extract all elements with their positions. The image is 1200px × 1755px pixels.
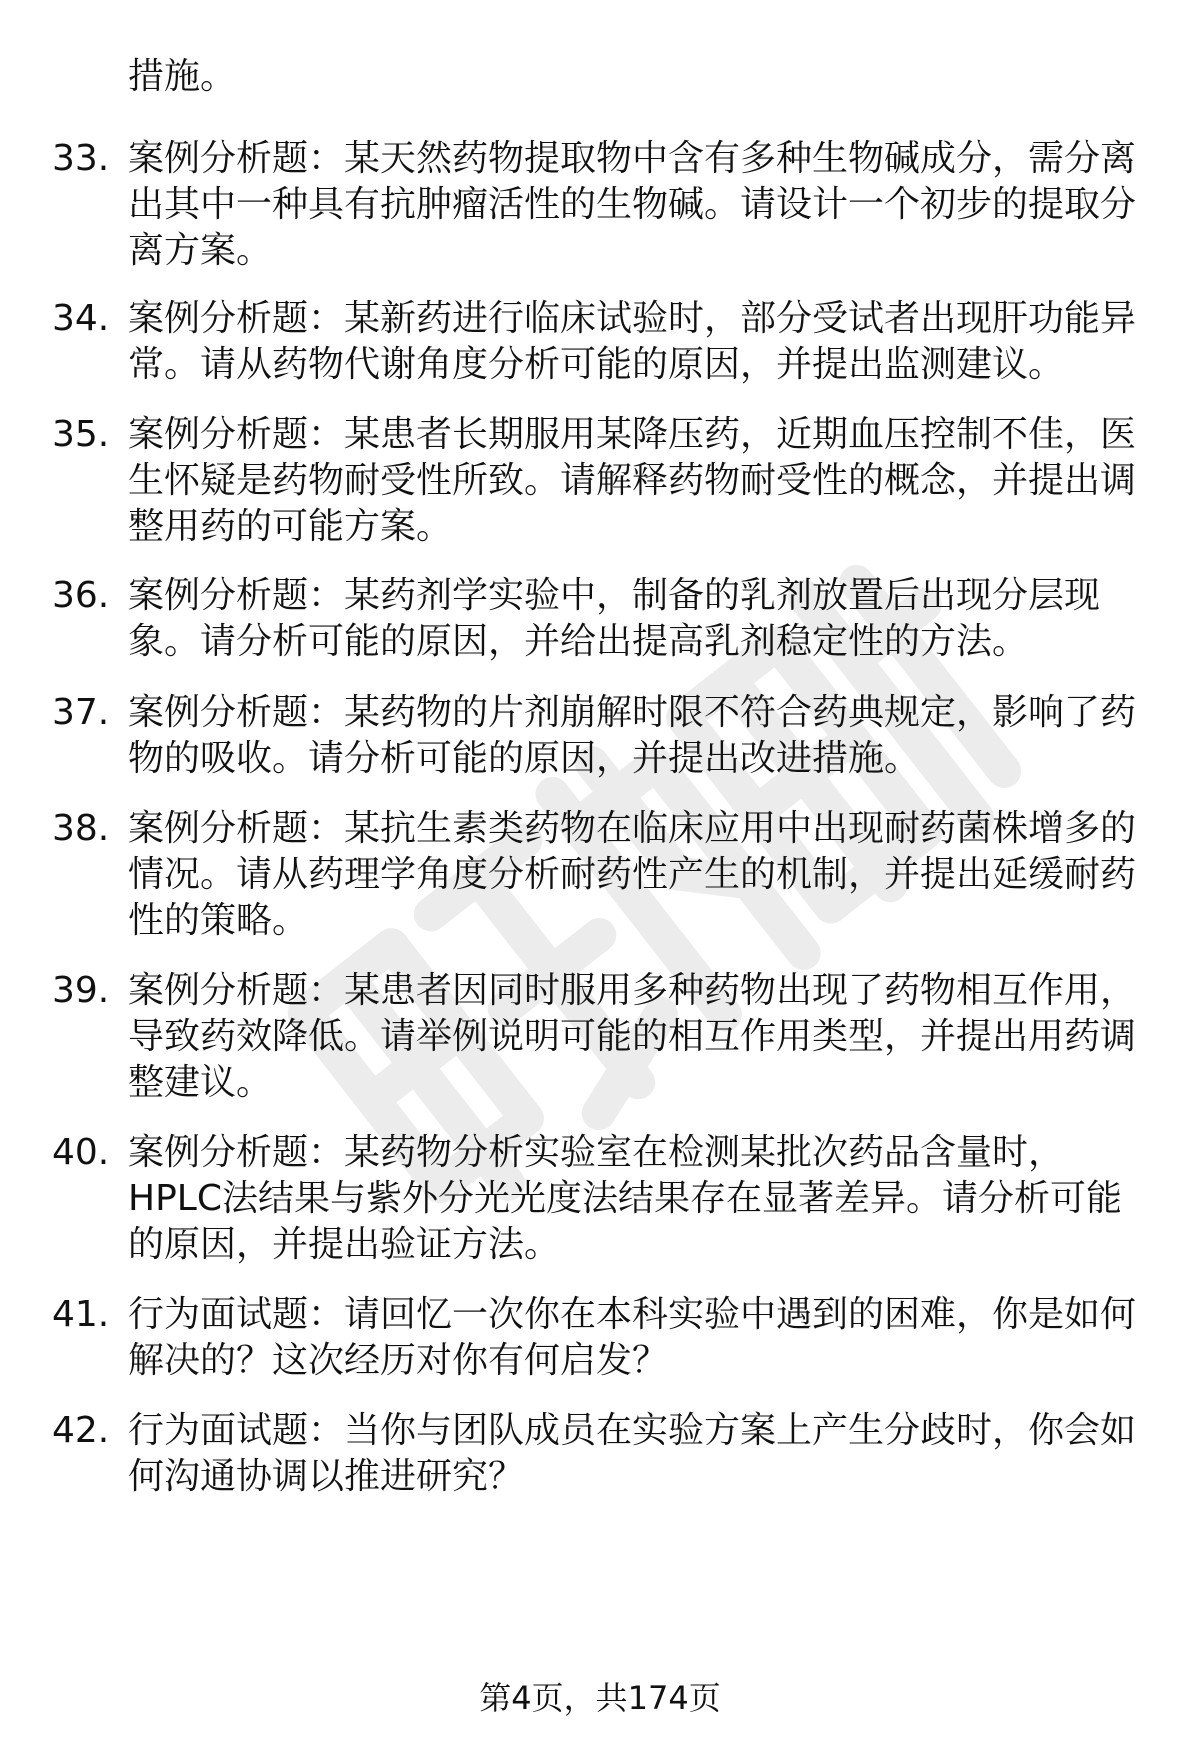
question-number: 39. [52, 970, 110, 1011]
question-number: 42. [52, 1410, 110, 1451]
continuation-text: 措施。 [128, 56, 237, 97]
question-text: 行为面试题：请回忆一次你在本科实验中遇到的困难，你是如何解决的？这次经历对你有何启发？ [128, 1294, 1137, 1381]
question-number: 34. [52, 298, 110, 339]
question-text: 案例分析题：某天然药物提取物中含有多种生物碱成分，需分离出其中一种具有抗肿瘤活性的生物碱。请设计一个初步的提取分离方案。 [128, 138, 1137, 271]
question-number: 41. [52, 1294, 110, 1335]
question-text: 案例分析题：某抗生素类药物在临床应用中出现耐药菌株增多的情况。请从药理学角度分析耐药性产生的机制，并提出延缓耐药性的策略。 [128, 808, 1137, 941]
question-text: 行为面试题：当你与团队成员在实验方案上产生分歧时，你会如何沟通协调以推进研究？ [128, 1410, 1137, 1497]
question-number: 37. [52, 692, 110, 733]
question-text: 案例分析题：某药物分析实验室在检测某批次药品含量时，HPLC法结果与紫外分光光度法结果存在显著差异。请分析可能的原因，并提出验证方法。 [128, 1132, 1122, 1265]
page-footer: 第4页，共174页 [479, 1679, 721, 1717]
question-text: 案例分析题：某患者因同时服用多种药物出现了药物相互作用，导致药效降低。请举例说明可能的相互作用类型，并提出用药调整建议。 [128, 970, 1137, 1103]
question-text: 案例分析题：某药物的片剂崩解时限不符合药典规定，影响了药物的吸收。请分析可能的原因，并提出改进措施。 [128, 692, 1137, 779]
question-number: 33. [52, 138, 110, 179]
question-number: 35. [52, 414, 110, 455]
question-text: 案例分析题：某患者长期服用某降压药，近期血压控制不佳，医生怀疑是药物耐受性所致。请解释药物耐受性的概念，并提出调整用药的可能方案。 [128, 414, 1137, 547]
question-number: 38. [52, 808, 110, 849]
question-text: 案例分析题：某新药进行临床试验时，部分受试者出现肝功能异常。请从药物代谢角度分析可能的原因，并提出监测建议。 [128, 298, 1137, 385]
question-number: 36. [52, 575, 110, 616]
question-text: 案例分析题：某药剂学实验中，制备的乳剂放置后出现分层现象。请分析可能的原因，并给出提高乳剂稳定性的方法。 [128, 575, 1101, 662]
question-number: 40. [52, 1132, 110, 1173]
